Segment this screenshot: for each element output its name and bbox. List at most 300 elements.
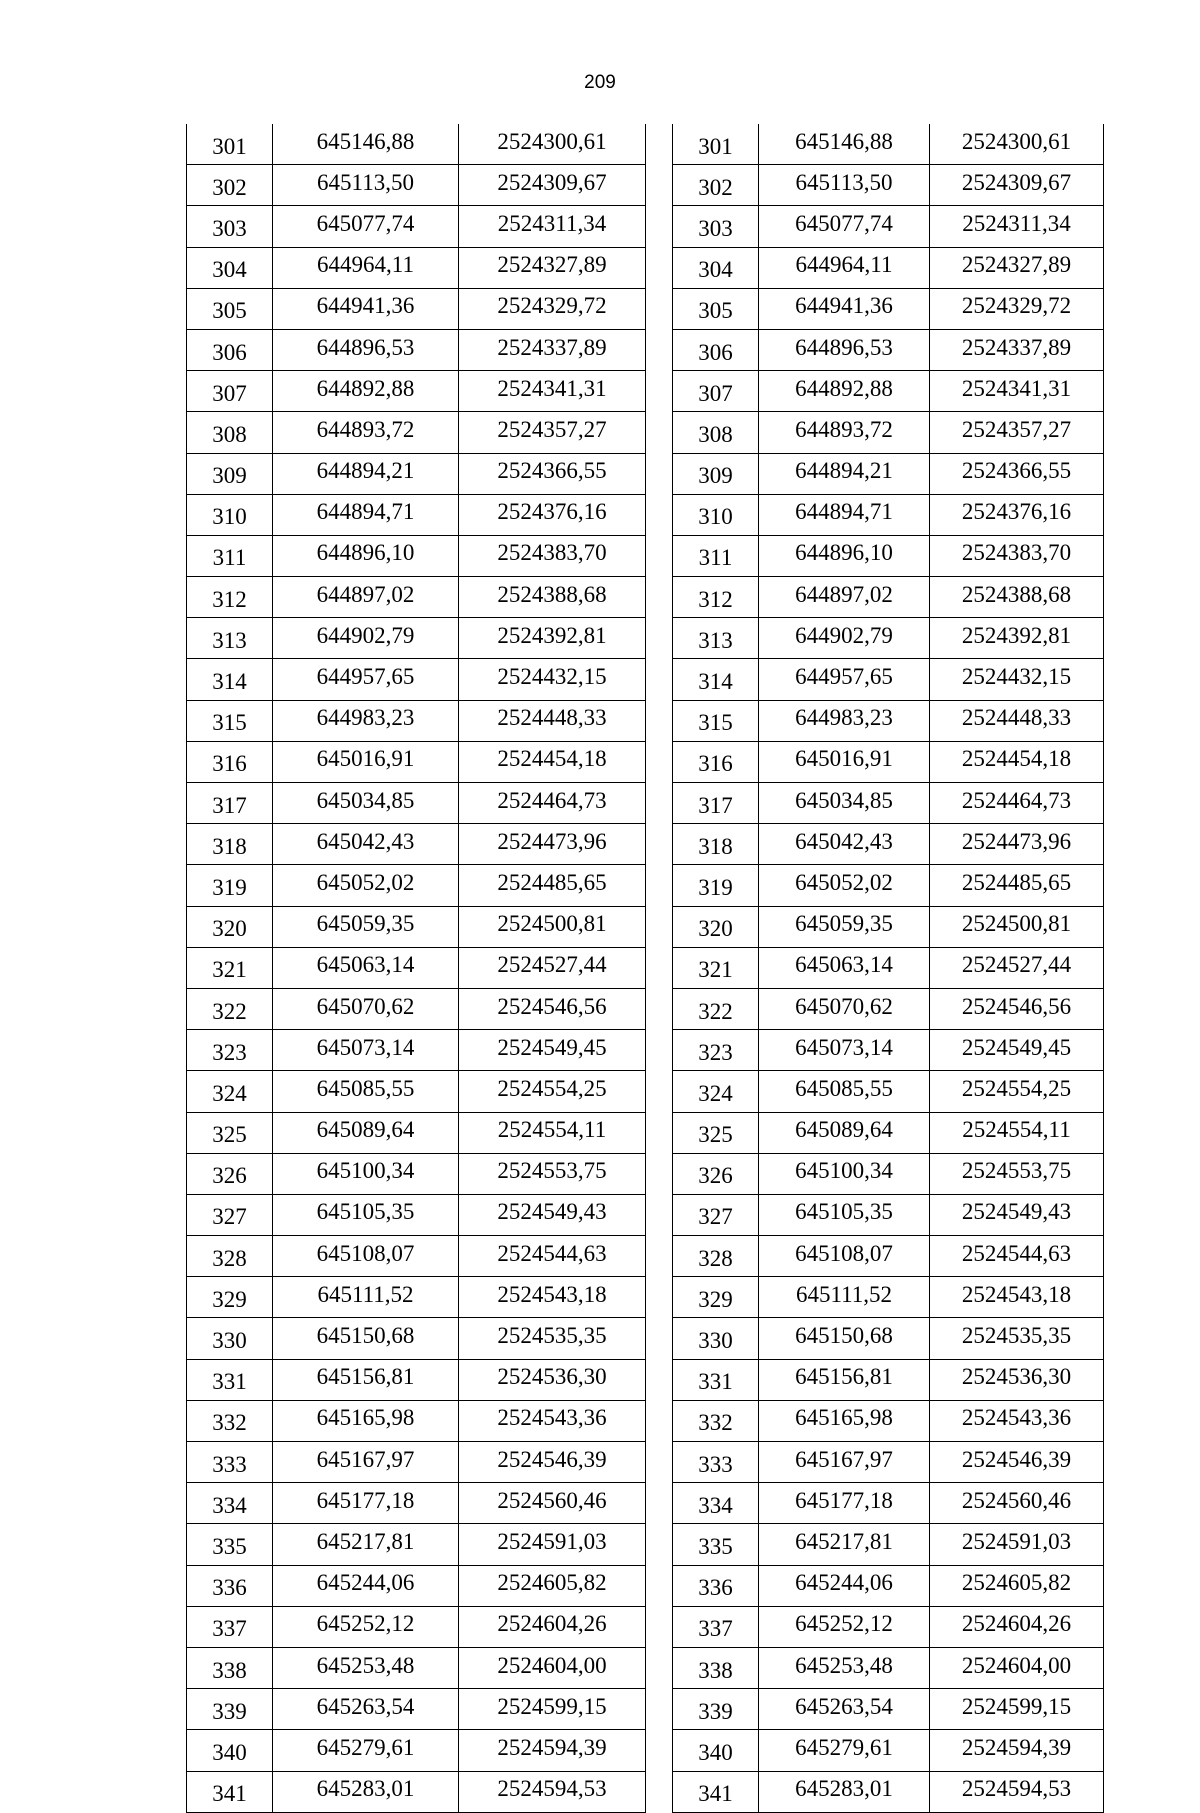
y-coordinate-cell: 2524553,75 — [459, 1153, 646, 1194]
y-coordinate-cell: 2524605,82 — [930, 1565, 1104, 1606]
x-coordinate-cell: 645063,14 — [273, 947, 459, 988]
point-number-cell: 326 — [673, 1153, 759, 1194]
y-coordinate-cell: 2524311,34 — [459, 206, 646, 247]
x-coordinate-cell: 644896,10 — [273, 535, 459, 576]
coordinate-table-right — [672, 124, 1104, 1813]
x-coordinate-cell: 645073,14 — [759, 1030, 930, 1071]
point-number-cell: 320 — [187, 906, 273, 947]
table-row — [673, 1647, 1104, 1688]
y-coordinate-cell: 2524554,11 — [459, 1112, 646, 1153]
point-number-cell: 325 — [673, 1112, 759, 1153]
y-coordinate-cell: 2524500,81 — [930, 906, 1104, 947]
x-coordinate-cell: 644894,21 — [273, 453, 459, 494]
y-coordinate-cell: 2524543,18 — [459, 1277, 646, 1318]
table-row — [673, 783, 1104, 824]
table-row — [673, 865, 1104, 906]
y-coordinate-cell: 2524376,16 — [459, 494, 646, 535]
table-row — [187, 1524, 646, 1565]
table-row — [673, 1565, 1104, 1606]
x-coordinate-cell: 644893,72 — [759, 412, 930, 453]
x-coordinate-cell: 644957,65 — [273, 659, 459, 700]
point-number-cell: 304 — [187, 247, 273, 288]
table-row — [673, 535, 1104, 576]
point-number-cell: 335 — [673, 1524, 759, 1565]
point-number-cell: 308 — [187, 412, 273, 453]
y-coordinate-cell: 2524599,15 — [459, 1689, 646, 1730]
table-row — [673, 247, 1104, 288]
y-coordinate-cell: 2524549,43 — [459, 1194, 646, 1235]
y-coordinate-cell: 2524329,72 — [930, 288, 1104, 329]
table-row — [187, 1071, 646, 1112]
x-coordinate-cell: 645244,06 — [273, 1565, 459, 1606]
y-coordinate-cell: 2524376,16 — [930, 494, 1104, 535]
table-row — [673, 1236, 1104, 1277]
point-number-cell: 329 — [673, 1277, 759, 1318]
point-number-cell: 307 — [187, 371, 273, 412]
table-row — [673, 700, 1104, 741]
x-coordinate-cell: 645073,14 — [273, 1030, 459, 1071]
table-row — [187, 618, 646, 659]
x-coordinate-cell: 644964,11 — [759, 247, 930, 288]
x-coordinate-cell: 645263,54 — [273, 1689, 459, 1730]
y-coordinate-cell: 2524591,03 — [930, 1524, 1104, 1565]
point-number-cell: 338 — [187, 1647, 273, 1688]
x-coordinate-cell: 644893,72 — [273, 412, 459, 453]
table-row — [187, 700, 646, 741]
y-coordinate-cell: 2524546,56 — [930, 988, 1104, 1029]
point-number-cell: 337 — [673, 1606, 759, 1647]
table-row — [187, 1030, 646, 1071]
point-number-cell: 315 — [187, 700, 273, 741]
y-coordinate-cell: 2524392,81 — [459, 618, 646, 659]
x-coordinate-cell: 645283,01 — [759, 1771, 930, 1812]
x-coordinate-cell: 645217,81 — [273, 1524, 459, 1565]
y-coordinate-cell: 2524605,82 — [459, 1565, 646, 1606]
x-coordinate-cell: 645165,98 — [759, 1400, 930, 1441]
point-number-cell: 319 — [187, 865, 273, 906]
y-coordinate-cell: 2524357,27 — [930, 412, 1104, 453]
y-coordinate-cell: 2524535,35 — [930, 1318, 1104, 1359]
x-coordinate-cell: 644894,21 — [759, 453, 930, 494]
table-row — [187, 1277, 646, 1318]
point-number-cell: 339 — [187, 1689, 273, 1730]
y-coordinate-cell: 2524543,36 — [930, 1400, 1104, 1441]
y-coordinate-cell: 2524366,55 — [930, 453, 1104, 494]
y-coordinate-cell: 2524546,39 — [930, 1442, 1104, 1483]
point-number-cell: 305 — [673, 288, 759, 329]
table-row — [673, 165, 1104, 206]
point-number-cell: 312 — [673, 577, 759, 618]
table-row — [673, 329, 1104, 370]
point-number-cell: 330 — [673, 1318, 759, 1359]
table-row — [673, 1483, 1104, 1524]
point-number-cell: 338 — [673, 1647, 759, 1688]
point-number-cell: 306 — [187, 329, 273, 370]
table-row — [673, 1730, 1104, 1771]
point-number-cell: 336 — [673, 1565, 759, 1606]
point-number-cell: 328 — [187, 1236, 273, 1277]
x-coordinate-cell: 644902,79 — [759, 618, 930, 659]
x-coordinate-cell: 645077,74 — [759, 206, 930, 247]
table-row — [673, 412, 1104, 453]
table-row — [187, 1318, 646, 1359]
table-row — [187, 865, 646, 906]
y-coordinate-cell: 2524594,39 — [930, 1730, 1104, 1771]
table-row — [187, 783, 646, 824]
table-row — [673, 1524, 1104, 1565]
table-row — [187, 1647, 646, 1688]
point-number-cell: 335 — [187, 1524, 273, 1565]
x-coordinate-cell: 644941,36 — [759, 288, 930, 329]
x-coordinate-cell: 644894,71 — [759, 494, 930, 535]
y-coordinate-cell: 2524337,89 — [930, 329, 1104, 370]
point-number-cell: 309 — [673, 453, 759, 494]
table-row — [187, 1400, 646, 1441]
x-coordinate-cell: 645177,18 — [759, 1483, 930, 1524]
table-row — [187, 1442, 646, 1483]
y-coordinate-cell: 2524594,53 — [459, 1771, 646, 1812]
table-row — [187, 494, 646, 535]
y-coordinate-cell: 2524543,36 — [459, 1400, 646, 1441]
table-row — [673, 1153, 1104, 1194]
x-coordinate-cell: 645217,81 — [759, 1524, 930, 1565]
y-coordinate-cell: 2524464,73 — [459, 783, 646, 824]
y-coordinate-cell: 2524485,65 — [459, 865, 646, 906]
page-number: 209 — [584, 72, 616, 93]
y-coordinate-cell: 2524329,72 — [459, 288, 646, 329]
table-row — [187, 371, 646, 412]
x-coordinate-cell: 644983,23 — [759, 700, 930, 741]
table-row — [187, 1153, 646, 1194]
x-coordinate-cell: 645113,50 — [759, 165, 930, 206]
y-coordinate-cell: 2524544,63 — [930, 1236, 1104, 1277]
y-coordinate-cell: 2524553,75 — [930, 1153, 1104, 1194]
point-number-cell: 317 — [187, 783, 273, 824]
table-row — [187, 1359, 646, 1400]
y-coordinate-cell: 2524594,39 — [459, 1730, 646, 1771]
point-number-cell: 316 — [673, 741, 759, 782]
point-number-cell: 316 — [187, 741, 273, 782]
point-number-cell: 308 — [673, 412, 759, 453]
table-row — [673, 124, 1104, 165]
x-coordinate-cell: 644896,53 — [759, 329, 930, 370]
x-coordinate-cell: 645089,64 — [759, 1112, 930, 1153]
x-coordinate-cell: 644941,36 — [273, 288, 459, 329]
x-coordinate-cell: 645059,35 — [759, 906, 930, 947]
y-coordinate-cell: 2524546,39 — [459, 1442, 646, 1483]
y-coordinate-cell: 2524392,81 — [930, 618, 1104, 659]
x-coordinate-cell: 645263,54 — [759, 1689, 930, 1730]
point-number-cell: 318 — [187, 824, 273, 865]
point-number-cell: 319 — [673, 865, 759, 906]
point-number-cell: 313 — [673, 618, 759, 659]
y-coordinate-cell: 2524357,27 — [459, 412, 646, 453]
point-number-cell: 325 — [187, 1112, 273, 1153]
x-coordinate-cell: 645052,02 — [759, 865, 930, 906]
point-number-cell: 305 — [187, 288, 273, 329]
y-coordinate-cell: 2524549,45 — [930, 1030, 1104, 1071]
point-number-cell: 331 — [187, 1359, 273, 1400]
point-number-cell: 332 — [187, 1400, 273, 1441]
table-row — [187, 247, 646, 288]
x-coordinate-cell: 644892,88 — [273, 371, 459, 412]
y-coordinate-cell: 2524388,68 — [459, 577, 646, 618]
point-number-cell: 302 — [187, 165, 273, 206]
point-number-cell: 328 — [673, 1236, 759, 1277]
point-number-cell: 329 — [187, 1277, 273, 1318]
table-row — [187, 824, 646, 865]
point-number-cell: 307 — [673, 371, 759, 412]
table-row — [673, 288, 1104, 329]
point-number-cell: 327 — [673, 1194, 759, 1235]
point-number-cell: 303 — [673, 206, 759, 247]
point-number-cell: 324 — [187, 1071, 273, 1112]
y-coordinate-cell: 2524309,67 — [930, 165, 1104, 206]
y-coordinate-cell: 2524604,00 — [930, 1647, 1104, 1688]
table-row — [187, 947, 646, 988]
y-coordinate-cell: 2524341,31 — [930, 371, 1104, 412]
table-row — [673, 1194, 1104, 1235]
y-coordinate-cell: 2524554,25 — [930, 1071, 1104, 1112]
x-coordinate-cell: 644983,23 — [273, 700, 459, 741]
point-number-cell: 330 — [187, 1318, 273, 1359]
table-row — [187, 1565, 646, 1606]
table-row — [187, 1730, 646, 1771]
point-number-cell: 311 — [187, 535, 273, 576]
y-coordinate-cell: 2524341,31 — [459, 371, 646, 412]
x-coordinate-cell: 645253,48 — [273, 1647, 459, 1688]
coordinate-table-left-body — [187, 124, 646, 1812]
x-coordinate-cell: 645105,35 — [759, 1194, 930, 1235]
table-row — [673, 1689, 1104, 1730]
x-coordinate-cell: 645167,97 — [273, 1442, 459, 1483]
y-coordinate-cell: 2524473,96 — [930, 824, 1104, 865]
point-number-cell: 333 — [673, 1442, 759, 1483]
point-number-cell: 318 — [673, 824, 759, 865]
x-coordinate-cell: 645111,52 — [759, 1277, 930, 1318]
y-coordinate-cell: 2524388,68 — [930, 577, 1104, 618]
table-row — [673, 1071, 1104, 1112]
x-coordinate-cell: 645253,48 — [759, 1647, 930, 1688]
point-number-cell: 304 — [673, 247, 759, 288]
table-row — [673, 1359, 1104, 1400]
y-coordinate-cell: 2524594,53 — [930, 1771, 1104, 1812]
table-row — [673, 1112, 1104, 1153]
y-coordinate-cell: 2524604,26 — [459, 1606, 646, 1647]
point-number-cell: 340 — [673, 1730, 759, 1771]
x-coordinate-cell: 645146,88 — [759, 124, 930, 165]
x-coordinate-cell: 645070,62 — [759, 988, 930, 1029]
coordinate-table-right-body — [673, 124, 1104, 1812]
x-coordinate-cell: 644902,79 — [273, 618, 459, 659]
table-row — [673, 906, 1104, 947]
table-row — [187, 1112, 646, 1153]
table-row — [673, 1442, 1104, 1483]
point-number-cell: 311 — [673, 535, 759, 576]
x-coordinate-cell: 645279,61 — [759, 1730, 930, 1771]
y-coordinate-cell: 2524560,46 — [930, 1483, 1104, 1524]
y-coordinate-cell: 2524485,65 — [930, 865, 1104, 906]
y-coordinate-cell: 2524599,15 — [930, 1689, 1104, 1730]
y-coordinate-cell: 2524311,34 — [930, 206, 1104, 247]
table-row — [187, 1689, 646, 1730]
x-coordinate-cell: 645034,85 — [759, 783, 930, 824]
y-coordinate-cell: 2524549,45 — [459, 1030, 646, 1071]
point-number-cell: 323 — [673, 1030, 759, 1071]
y-coordinate-cell: 2524535,35 — [459, 1318, 646, 1359]
table-row — [673, 947, 1104, 988]
y-coordinate-cell: 2524554,11 — [930, 1112, 1104, 1153]
x-coordinate-cell: 645105,35 — [273, 1194, 459, 1235]
x-coordinate-cell: 645283,01 — [273, 1771, 459, 1812]
point-number-cell: 327 — [187, 1194, 273, 1235]
y-coordinate-cell: 2524604,26 — [930, 1606, 1104, 1647]
y-coordinate-cell: 2524454,18 — [459, 741, 646, 782]
x-coordinate-cell: 645077,74 — [273, 206, 459, 247]
table-row — [187, 1194, 646, 1235]
table-row — [673, 1030, 1104, 1071]
y-coordinate-cell: 2524448,33 — [930, 700, 1104, 741]
x-coordinate-cell: 645244,06 — [759, 1565, 930, 1606]
x-coordinate-cell: 645059,35 — [273, 906, 459, 947]
table-row — [187, 1771, 646, 1812]
table-row — [673, 659, 1104, 700]
y-coordinate-cell: 2524473,96 — [459, 824, 646, 865]
table-row — [673, 824, 1104, 865]
x-coordinate-cell: 644897,02 — [273, 577, 459, 618]
x-coordinate-cell: 645167,97 — [759, 1442, 930, 1483]
x-coordinate-cell: 645016,91 — [759, 741, 930, 782]
point-number-cell: 333 — [187, 1442, 273, 1483]
y-coordinate-cell: 2524383,70 — [930, 535, 1104, 576]
table-row — [673, 1277, 1104, 1318]
y-coordinate-cell: 2524527,44 — [459, 947, 646, 988]
point-number-cell: 314 — [187, 659, 273, 700]
x-coordinate-cell: 645063,14 — [759, 947, 930, 988]
table-row — [187, 577, 646, 618]
y-coordinate-cell: 2524500,81 — [459, 906, 646, 947]
point-number-cell: 336 — [187, 1565, 273, 1606]
table-row — [673, 988, 1104, 1029]
point-number-cell: 306 — [673, 329, 759, 370]
point-number-cell: 313 — [187, 618, 273, 659]
x-coordinate-cell: 645052,02 — [273, 865, 459, 906]
x-coordinate-cell: 645100,34 — [273, 1153, 459, 1194]
x-coordinate-cell: 645146,88 — [273, 124, 459, 165]
y-coordinate-cell: 2524300,61 — [930, 124, 1104, 165]
point-number-cell: 339 — [673, 1689, 759, 1730]
point-number-cell: 341 — [673, 1771, 759, 1812]
x-coordinate-cell: 644894,71 — [273, 494, 459, 535]
y-coordinate-cell: 2524591,03 — [459, 1524, 646, 1565]
table-row — [187, 1483, 646, 1524]
y-coordinate-cell: 2524454,18 — [930, 741, 1104, 782]
table-row — [673, 741, 1104, 782]
point-number-cell: 312 — [187, 577, 273, 618]
point-number-cell: 326 — [187, 1153, 273, 1194]
x-coordinate-cell: 645085,55 — [759, 1071, 930, 1112]
y-coordinate-cell: 2524549,43 — [930, 1194, 1104, 1235]
point-number-cell: 310 — [187, 494, 273, 535]
x-coordinate-cell: 645279,61 — [273, 1730, 459, 1771]
y-coordinate-cell: 2524554,25 — [459, 1071, 646, 1112]
x-coordinate-cell: 645156,81 — [759, 1359, 930, 1400]
y-coordinate-cell: 2524432,15 — [459, 659, 646, 700]
y-coordinate-cell: 2524327,89 — [930, 247, 1104, 288]
table-row — [673, 453, 1104, 494]
x-coordinate-cell: 644897,02 — [759, 577, 930, 618]
point-number-cell: 322 — [187, 988, 273, 1029]
point-number-cell: 303 — [187, 206, 273, 247]
point-number-cell: 334 — [673, 1483, 759, 1524]
x-coordinate-cell: 645177,18 — [273, 1483, 459, 1524]
point-number-cell: 323 — [187, 1030, 273, 1071]
table-row — [673, 577, 1104, 618]
table-row — [187, 1236, 646, 1277]
point-number-cell: 310 — [673, 494, 759, 535]
point-number-cell: 321 — [673, 947, 759, 988]
y-coordinate-cell: 2524337,89 — [459, 329, 646, 370]
x-coordinate-cell: 645252,12 — [273, 1606, 459, 1647]
x-coordinate-cell: 645113,50 — [273, 165, 459, 206]
y-coordinate-cell: 2524546,56 — [459, 988, 646, 1029]
point-number-cell: 317 — [673, 783, 759, 824]
point-number-cell: 309 — [187, 453, 273, 494]
x-coordinate-cell: 645070,62 — [273, 988, 459, 1029]
table-row — [187, 288, 646, 329]
table-row — [673, 494, 1104, 535]
y-coordinate-cell: 2524543,18 — [930, 1277, 1104, 1318]
table-row — [187, 1606, 646, 1647]
y-coordinate-cell: 2524448,33 — [459, 700, 646, 741]
point-number-cell: 314 — [673, 659, 759, 700]
x-coordinate-cell: 645108,07 — [759, 1236, 930, 1277]
y-coordinate-cell: 2524560,46 — [459, 1483, 646, 1524]
y-coordinate-cell: 2524432,15 — [930, 659, 1104, 700]
table-row — [673, 1318, 1104, 1359]
x-coordinate-cell: 645100,34 — [759, 1153, 930, 1194]
table-row — [673, 618, 1104, 659]
table-row — [187, 988, 646, 1029]
x-coordinate-cell: 645016,91 — [273, 741, 459, 782]
x-coordinate-cell: 645165,98 — [273, 1400, 459, 1441]
x-coordinate-cell: 645085,55 — [273, 1071, 459, 1112]
table-row — [673, 1400, 1104, 1441]
table-row — [187, 659, 646, 700]
table-row — [187, 906, 646, 947]
point-number-cell: 315 — [673, 700, 759, 741]
table-row — [187, 741, 646, 782]
x-coordinate-cell: 645252,12 — [759, 1606, 930, 1647]
x-coordinate-cell: 645150,68 — [273, 1318, 459, 1359]
point-number-cell: 322 — [673, 988, 759, 1029]
point-number-cell: 321 — [187, 947, 273, 988]
x-coordinate-cell: 645042,43 — [759, 824, 930, 865]
table-row — [187, 165, 646, 206]
x-coordinate-cell: 645150,68 — [759, 1318, 930, 1359]
point-number-cell: 301 — [673, 124, 759, 165]
point-number-cell: 337 — [187, 1606, 273, 1647]
table-row — [673, 371, 1104, 412]
table-row — [187, 453, 646, 494]
x-coordinate-cell: 644896,53 — [273, 329, 459, 370]
x-coordinate-cell: 644892,88 — [759, 371, 930, 412]
table-row — [187, 206, 646, 247]
table-row — [187, 329, 646, 370]
y-coordinate-cell: 2524383,70 — [459, 535, 646, 576]
x-coordinate-cell: 645156,81 — [273, 1359, 459, 1400]
y-coordinate-cell: 2524464,73 — [930, 783, 1104, 824]
